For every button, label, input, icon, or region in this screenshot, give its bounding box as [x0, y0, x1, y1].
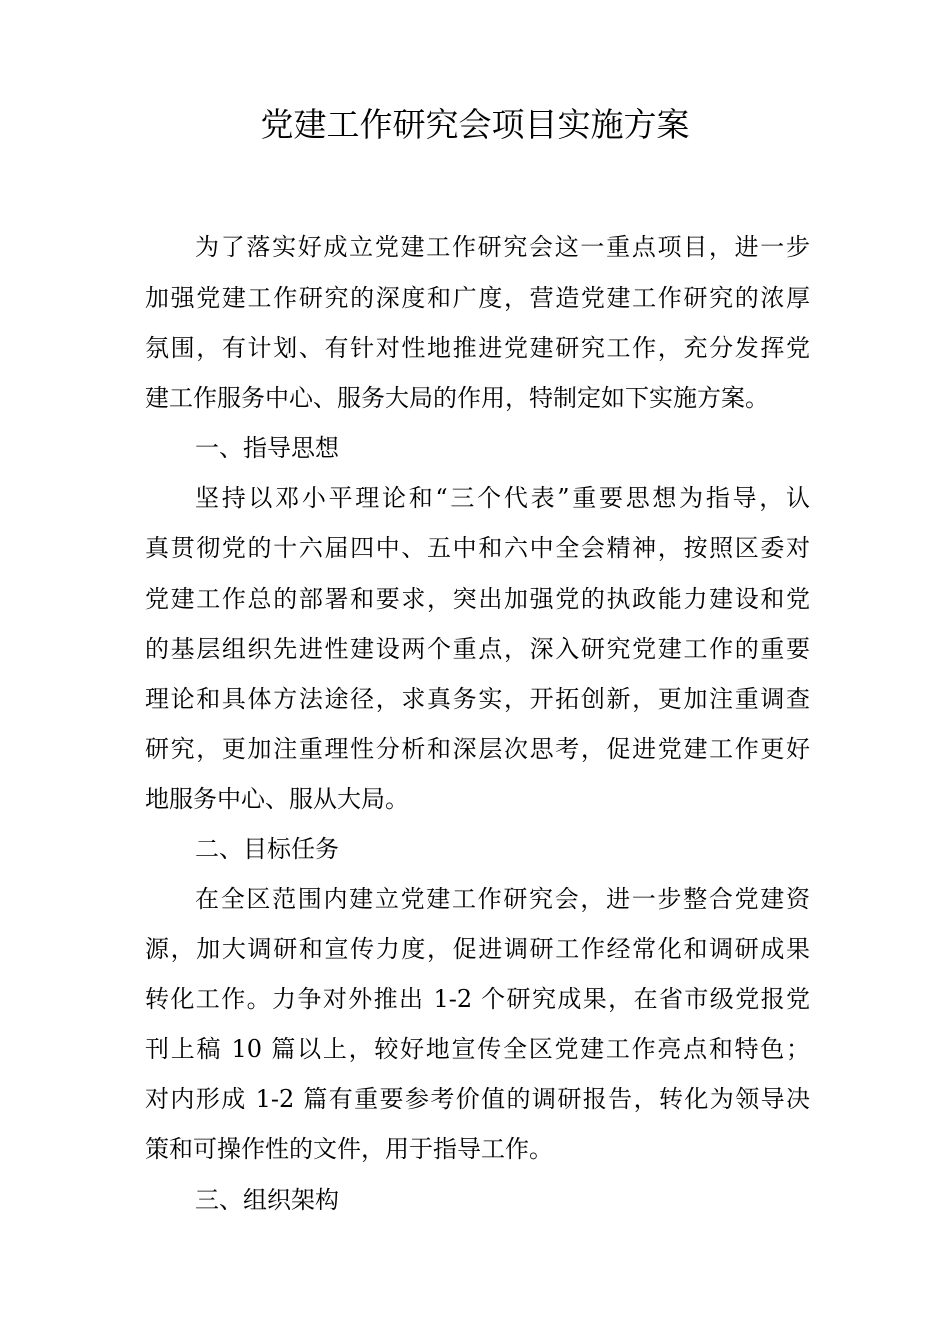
body-line-16: 对内形成 1-2 篇有重要参考价值的调研报告，转化为领导决: [145, 1085, 810, 1113]
section-heading-1: 一、指导思想: [195, 434, 339, 462]
document-title: 党建工作研究会项目实施方案: [260, 105, 690, 144]
body-line-11: 地服务中心、服从大局。: [145, 785, 409, 813]
body-line-5: 坚持以邓小平理论和“三个代表”重要思想为指导，认: [195, 484, 810, 512]
body-line-4: 建工作服务中心、服务大局的作用，特制定如下实施方案。: [145, 384, 769, 412]
body-line-13: 源，加大调研和宣传力度，促进调研工作经常化和调研成果: [145, 935, 810, 963]
body-line-8: 的基层组织先进性建设两个重点，深入研究党建工作的重要: [145, 635, 810, 663]
body-line-9: 理论和具体方法途径，求真务实，开拓创新，更加注重调查: [145, 685, 810, 713]
body-line-10: 研究，更加注重理性分析和深层次思考，促进党建工作更好: [145, 735, 810, 763]
body-line-15: 刊上稿 10 篇以上，较好地宣传全区党建工作亮点和特色；: [145, 1035, 810, 1063]
body-line-7: 党建工作总的部署和要求，突出加强党的执政能力建设和党: [145, 585, 810, 613]
body-line-14: 转化工作。力争对外推出 1-2 个研究成果，在省市级党报党: [145, 985, 810, 1013]
body-line-17: 策和可操作性的文件，用于指导工作。: [145, 1135, 553, 1163]
body-line-3: 氛围，有计划、有针对性地推进党建研究工作，充分发挥党: [145, 334, 810, 362]
section-heading-3: 三、组织架构: [195, 1186, 339, 1214]
body-line-2: 加强党建工作研究的深度和广度，营造党建工作研究的浓厚: [145, 284, 810, 312]
section-heading-2: 二、目标任务: [195, 835, 339, 863]
body-line-6: 真贯彻党的十六届四中、五中和六中全会精神，按照区委对: [145, 534, 810, 562]
body-line-1: 为了落实好成立党建工作研究会这一重点项目，进一步: [195, 233, 810, 261]
body-line-12: 在全区范围内建立党建工作研究会，进一步整合党建资: [195, 885, 810, 913]
